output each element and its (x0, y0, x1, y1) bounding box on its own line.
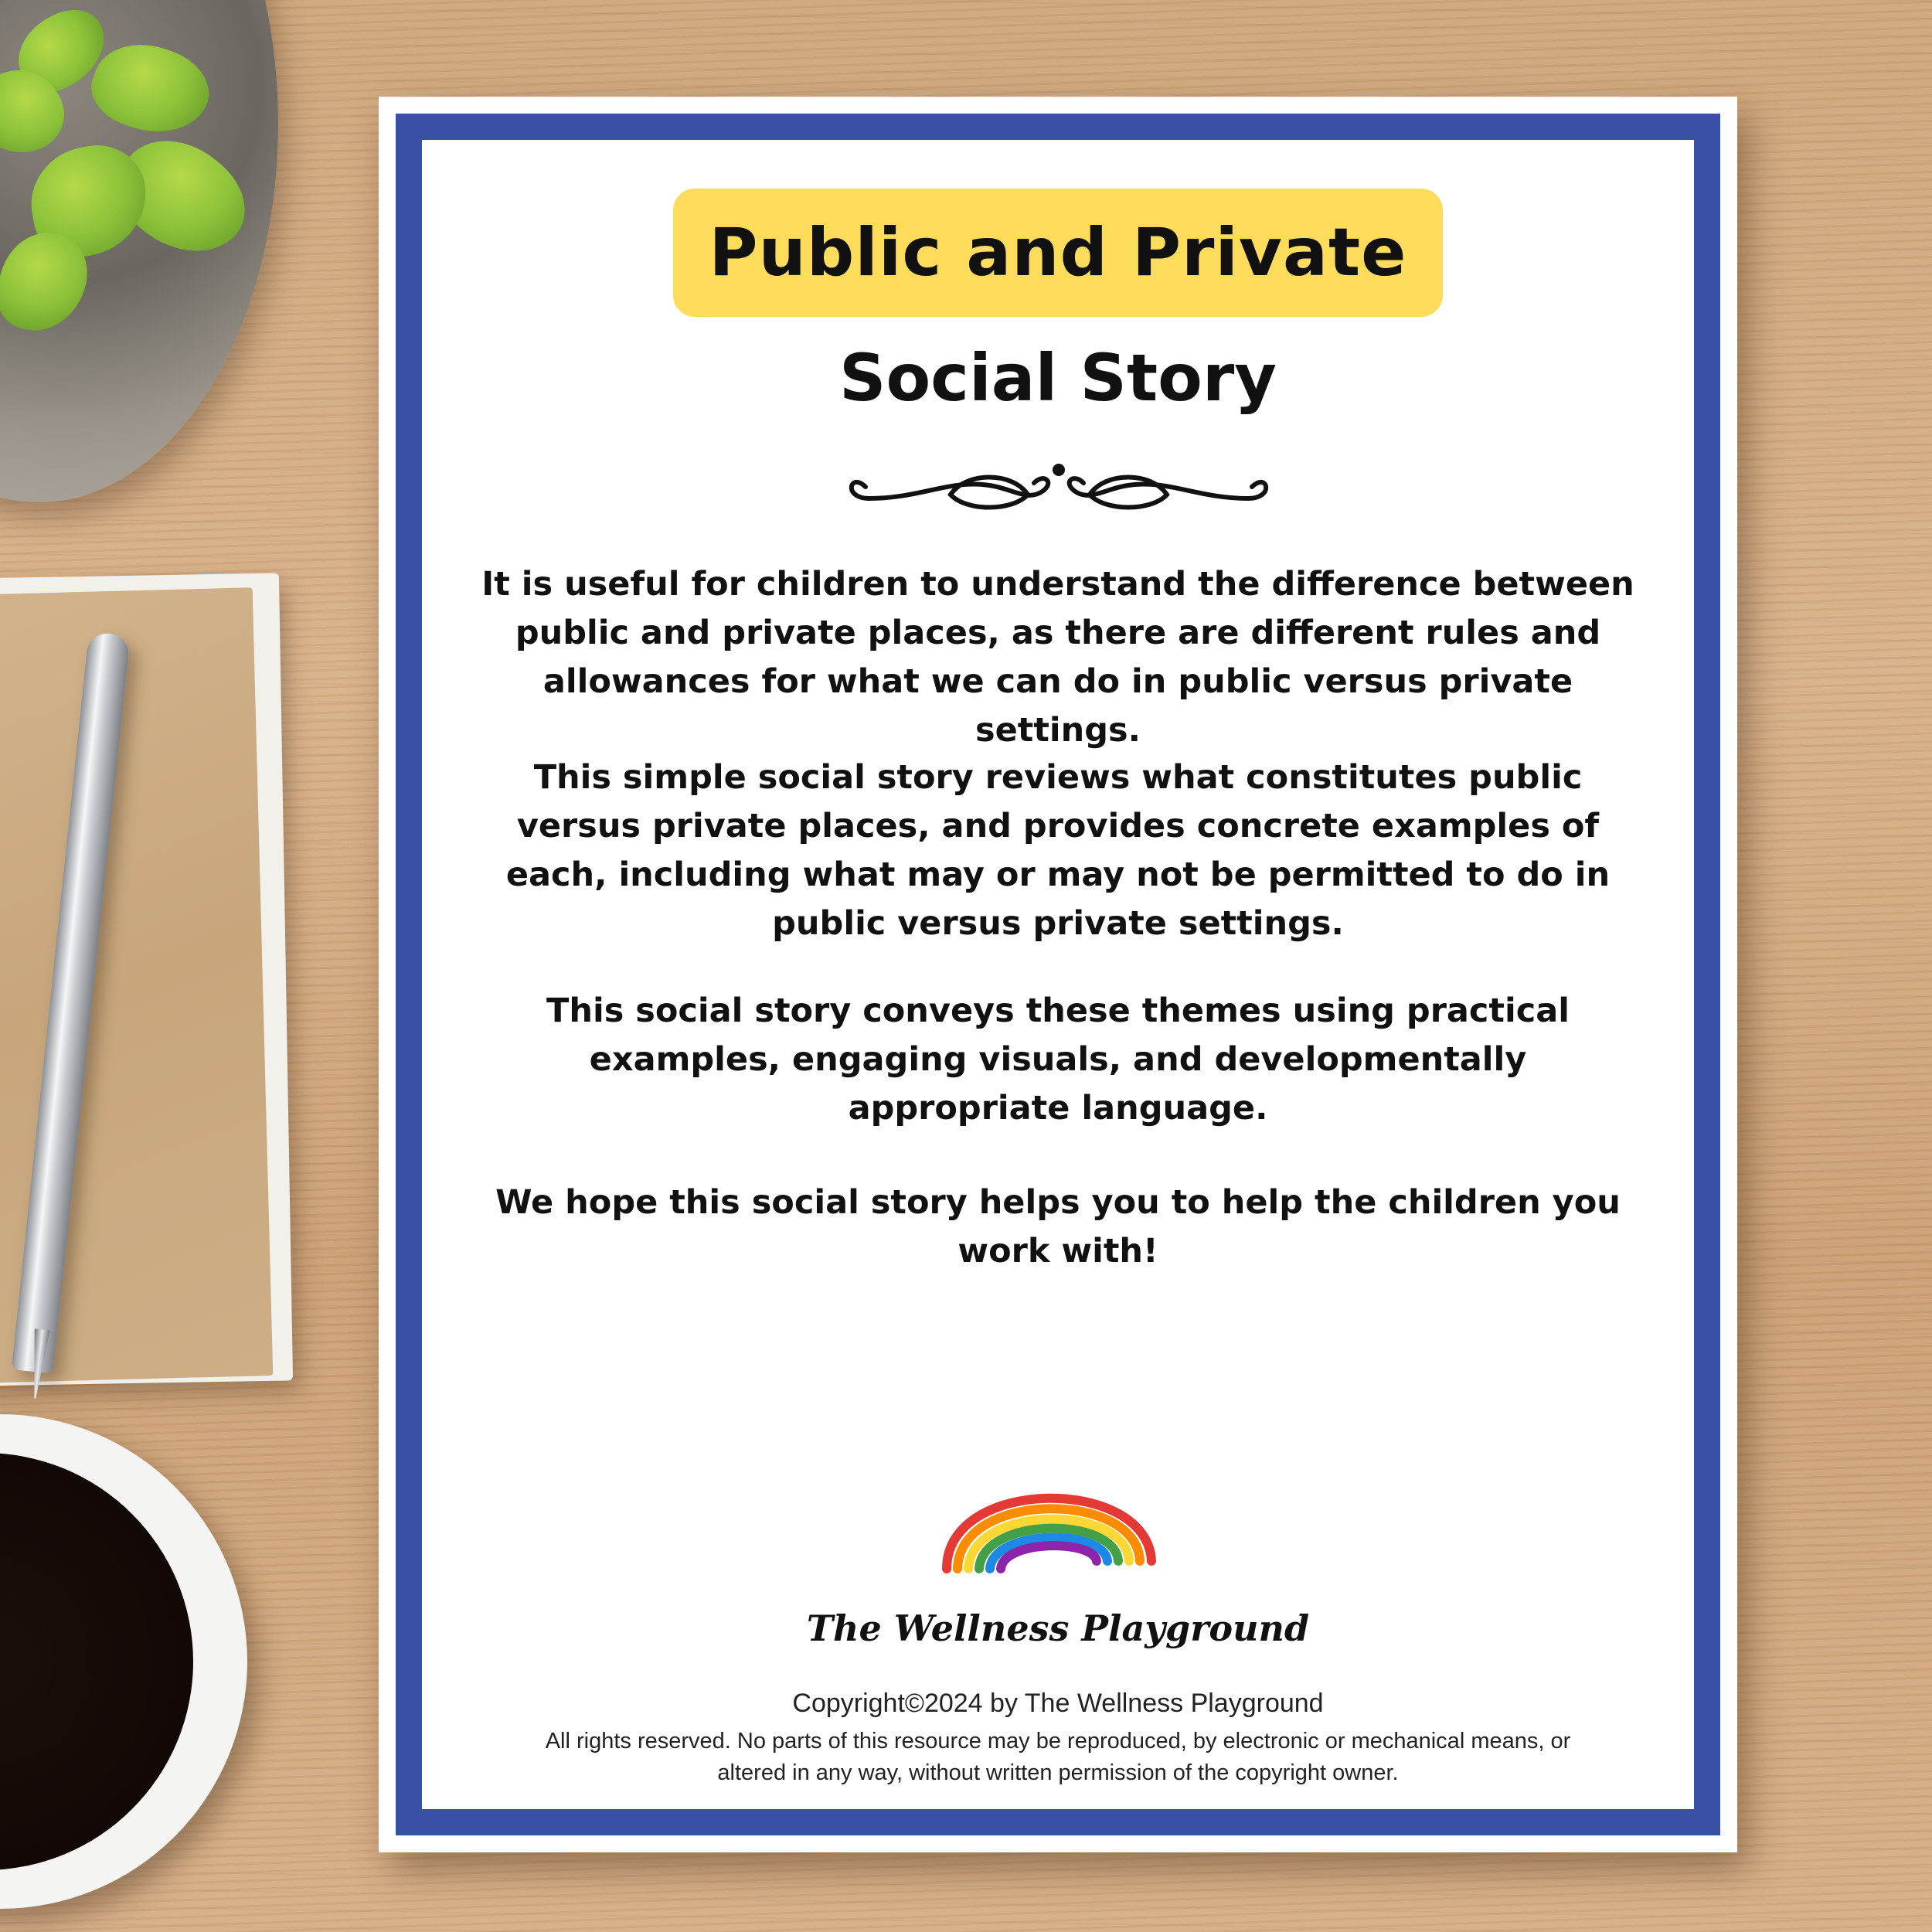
closing-paragraph: We hope this social story helps you to help the children you work with! (495, 1183, 1621, 1270)
brand-name: The Wellness Playground (806, 1607, 1310, 1649)
page-title: Public and Private (673, 189, 1443, 317)
intro-paragraph: It is useful for children to understand the difference between public and private places, as there are different rules and allowances for what we can do in public versus private settings. (481, 565, 1634, 750)
themes-paragraph: This social story conveys these themes using practical examples, engaging visuals, and developmentally appropriate language. (546, 992, 1570, 1128)
page-subtitle: Social Story (838, 340, 1277, 416)
overview-paragraph: This simple social story reviews what constitutes public versus private places, and provides concrete examples of each, including what may or may not be permitted to do in public versus private settings. (505, 758, 1611, 943)
decorative-flourish-icon (835, 456, 1283, 518)
page-content (379, 97, 1737, 1852)
rights-notice: All rights reserved. No parts of this resource may be reproduced, by electronic or mechanical means, or altered in any way, without written permission of the copyright owner. (545, 1729, 1571, 1785)
copyright-line: Copyright©2024 by The Wellness Playground (792, 1689, 1324, 1718)
rainbow-logo-icon (931, 1445, 1163, 1577)
document-page (379, 97, 1737, 1852)
